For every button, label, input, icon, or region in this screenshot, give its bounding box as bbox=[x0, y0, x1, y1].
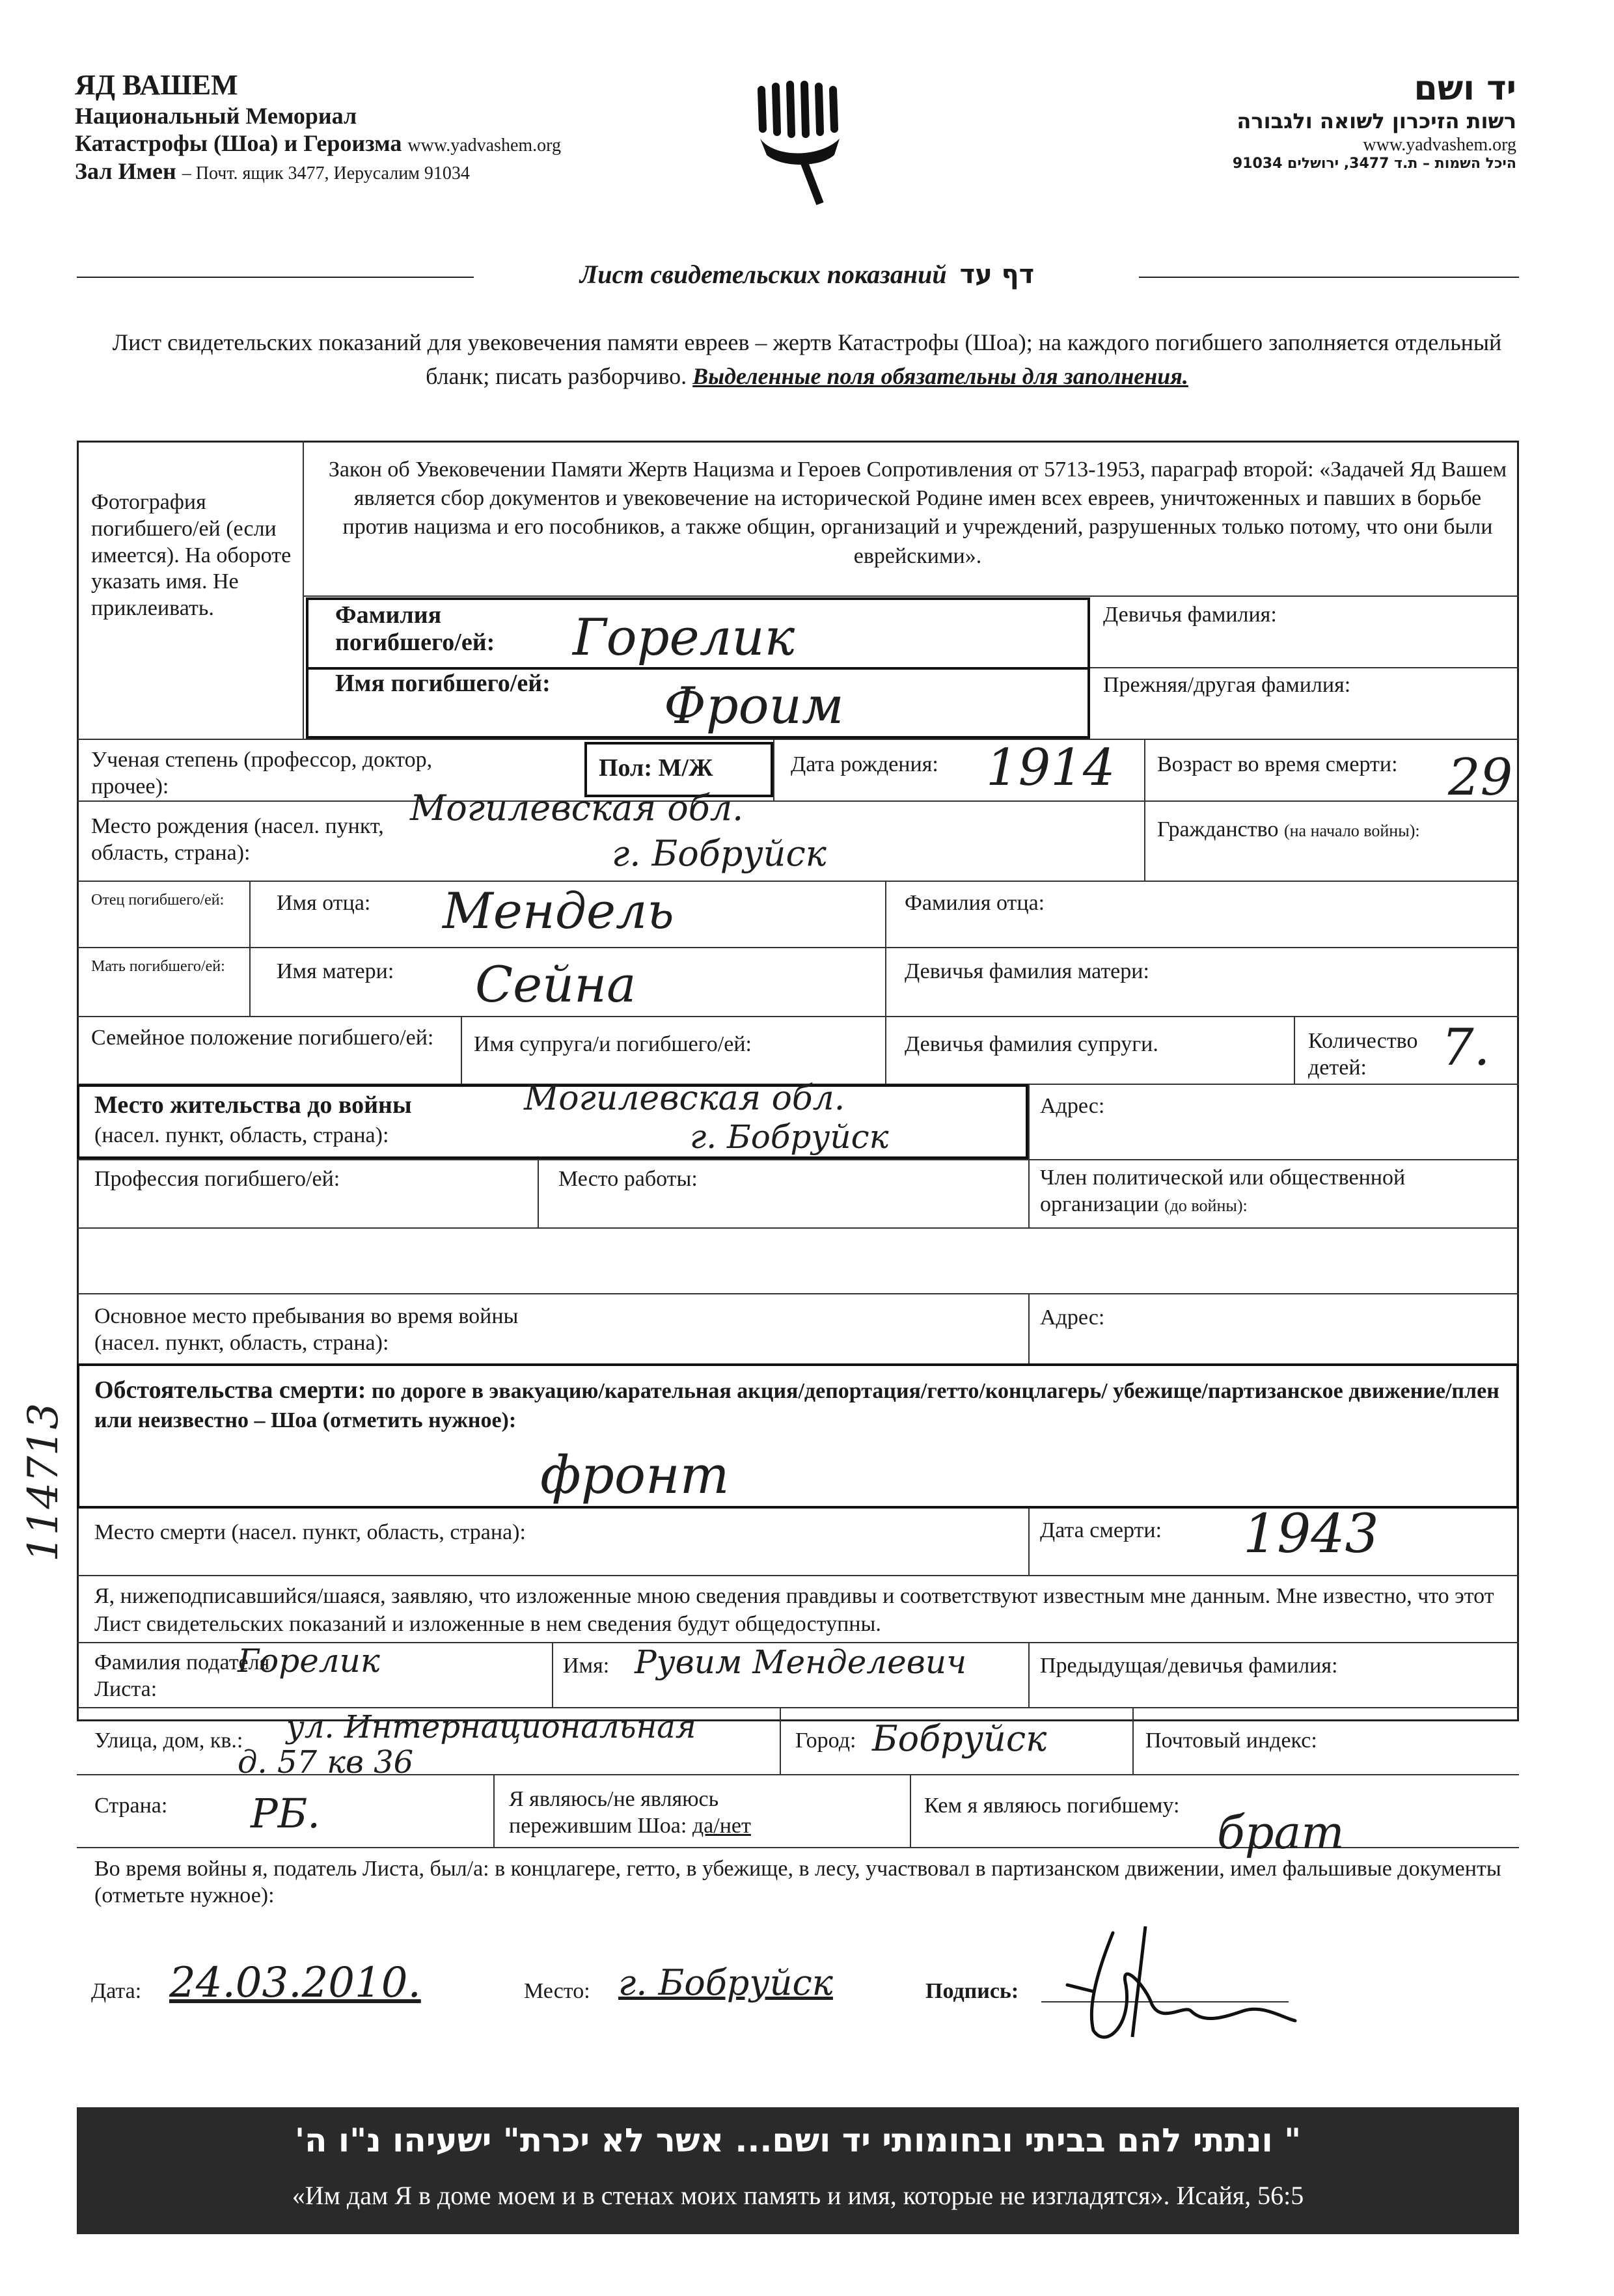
divider bbox=[1090, 667, 1519, 668]
divider bbox=[77, 947, 1519, 948]
title-hebrew: דף עד bbox=[959, 260, 1035, 290]
profession-label: Профессия погибшего/ей: bbox=[94, 1167, 340, 1191]
divider bbox=[77, 1159, 1519, 1160]
divider bbox=[249, 881, 251, 1016]
postal-address-he: היכל השמות – ת.ד 3477, ירושלים 91034 bbox=[1232, 156, 1516, 172]
wartime-address-label: Адрес: bbox=[1040, 1305, 1105, 1330]
submitter-prev-surname-label: Предыдущая/девичья фамилия: bbox=[1040, 1654, 1338, 1678]
birthplace-value-region[interactable]: Могилевская обл. bbox=[410, 787, 744, 828]
signature-icon[interactable] bbox=[1054, 1907, 1302, 2050]
website-ru: www.yadvashem.org bbox=[407, 135, 561, 156]
form-title bbox=[0, 259, 1614, 290]
citizenship-note: (на начало войны): bbox=[1283, 821, 1420, 840]
citizenship-label: Гражданство bbox=[1157, 817, 1279, 841]
place-value[interactable]: г. Бобруйск bbox=[618, 1962, 833, 2003]
footer-banner bbox=[77, 2107, 1519, 2234]
intro-text bbox=[85, 325, 1529, 393]
divider bbox=[1144, 739, 1145, 881]
postal-address-ru: – Почт. ящик 3477, Иерусалим 91034 bbox=[182, 163, 470, 184]
mother-maiden-label: Девичья фамилия матери: bbox=[905, 959, 1149, 983]
relation-label: Кем я являюсь погибшему: bbox=[924, 1794, 1180, 1818]
header-russian bbox=[75, 68, 561, 185]
mother-name-label: Имя матери: bbox=[277, 959, 394, 983]
divider bbox=[1028, 1642, 1030, 1707]
survivor-label-1: Я являюсь/не являюсь bbox=[509, 1787, 719, 1811]
wartime-submitter-note[interactable]: Во время войны я, податель Листа, был/а: в концлагере, гетто, в убежище, в лесу, участвовал в партизанском движении, имел фальшивые документы (отметьте нужное): bbox=[94, 1857, 1501, 1907]
yad-vashem-logo-icon bbox=[748, 77, 853, 207]
degree-label: Ученая степень (профессор, доктор, прочее): bbox=[91, 748, 433, 799]
website-he: www.yadvashem.org bbox=[1363, 134, 1516, 155]
street-label: Улица, дом, кв.: bbox=[94, 1729, 243, 1753]
marital-status-label: Семейное положение погибшего/ей: bbox=[91, 1026, 434, 1050]
children-count-label: Количество детей: bbox=[1308, 1029, 1418, 1080]
submitter-name-label: Имя: bbox=[563, 1654, 610, 1678]
divider bbox=[77, 1227, 1519, 1229]
org-line3: Катастрофы (Шоа) и Героизма bbox=[75, 130, 402, 157]
divider bbox=[303, 595, 1519, 597]
birthplace-label: Место рождения (насел. пункт, область, страна): bbox=[91, 814, 384, 865]
divider bbox=[303, 441, 304, 739]
residence-address-label: Адрес: bbox=[1040, 1094, 1105, 1118]
mother-name-value[interactable]: Сейна bbox=[475, 955, 636, 1013]
divider bbox=[461, 1016, 462, 1084]
intro-body: Лист свидетельских показаний для увековечения памяти евреев – жертв Катастрофы (Шоа); на каждого погибшего заполняется отдельный бланк; писать разборчиво. bbox=[112, 329, 1502, 390]
residence-label: Место жительства до войны bbox=[94, 1091, 412, 1119]
circumstances-value[interactable]: фронт bbox=[540, 1445, 730, 1505]
divider bbox=[77, 1016, 1519, 1017]
law-text: Закон об Увековечении Памяти Жертв Нацизма и Героев Сопротивления от 5713-1953, параграф второй: «Задачей Яд Вашем является сбор документов и увековечение на исторической Родине имен всех евреев, уничтоженных и павших в борьбе против нацизма и его пособников, а также общин, организаций и учреждений, разрушенных только потому, что они были еврейскими». bbox=[328, 458, 1507, 568]
org-line2: Национальный Мемориал bbox=[75, 102, 357, 129]
sex-label[interactable]: Пол: М/Ж bbox=[599, 754, 713, 782]
divider bbox=[493, 1774, 495, 1847]
victim-name-value[interactable]: Фроим bbox=[664, 677, 844, 735]
membership-label: Член политической или общественной организации bbox=[1040, 1166, 1406, 1216]
circumstances-label: Обстоятельства смерти: bbox=[94, 1376, 366, 1404]
street-value[interactable]: ул. Интернациональная bbox=[286, 1709, 696, 1745]
photo-note: Фотография погибшего/ей (если имеется). На обороте указать имя. Не приклеивать. bbox=[91, 490, 292, 621]
age-at-death-value[interactable]: 29 bbox=[1448, 748, 1513, 807]
circumstances-options[interactable]: по дороге в эвакуацию/карательная акция/депортация/гетто/концлагерь/ убежище/партизанское движение/плен или неизвестно – Шоа (отметить нужное): bbox=[94, 1379, 1499, 1433]
birth-date-label: Дата рождения: bbox=[791, 752, 938, 776]
divider bbox=[1028, 1084, 1030, 1227]
victim-surname-label: Фамилия погибшего/ей: bbox=[335, 601, 495, 656]
mother-tag: Мать погибшего/ей: bbox=[91, 958, 225, 975]
divider bbox=[885, 1016, 886, 1084]
side-record-number: 114713 bbox=[20, 1402, 68, 1562]
footer-russian-verse: «Им дам Я в доме моем и в стенах моих память и имя, которые не изгладятся». Исайя, 56:5 bbox=[292, 2181, 1304, 2210]
divider bbox=[1028, 1293, 1030, 1363]
divider bbox=[77, 739, 1519, 740]
divider bbox=[77, 1707, 1519, 1708]
survivor-label-2: пережившим Шоа: bbox=[509, 1813, 687, 1838]
residence-value-region[interactable]: Могилевская обл. bbox=[524, 1079, 845, 1118]
maiden-name-label: Девичья фамилия: bbox=[1103, 603, 1277, 627]
death-place-label: Место смерти (насел. пункт, область, страна): bbox=[94, 1520, 526, 1544]
divider bbox=[77, 881, 1519, 882]
children-count-value[interactable]: 7. bbox=[1442, 1018, 1490, 1077]
postal-code-label: Почтовый индекс: bbox=[1145, 1729, 1317, 1753]
divider bbox=[1132, 1707, 1134, 1774]
date-label: Дата: bbox=[91, 1979, 142, 2003]
house-value[interactable]: д. 57 кв 36 bbox=[238, 1744, 414, 1781]
age-at-death-label: Возраст во время смерти: bbox=[1157, 752, 1398, 776]
org-line2-he: רשות הזיכרון לשואה ולגבורה bbox=[1237, 109, 1516, 134]
residence-value-city[interactable]: г. Бобруйск bbox=[690, 1118, 889, 1156]
divider bbox=[1294, 1016, 1295, 1084]
country-value[interactable]: РБ. bbox=[251, 1790, 320, 1837]
father-surname-label: Фамилия отца: bbox=[905, 891, 1045, 915]
victim-name-label: Имя погибшего/ей: bbox=[335, 670, 551, 697]
divider bbox=[885, 881, 886, 1016]
birthplace-value-city[interactable]: г. Бобруйск bbox=[612, 833, 827, 874]
signature-label: Подпись: bbox=[925, 1979, 1019, 2003]
divider bbox=[77, 800, 1519, 802]
relation-value[interactable]: брат bbox=[1217, 1806, 1345, 1859]
city-label: Город: bbox=[795, 1729, 856, 1753]
title-russian: Лист свидетельских показаний bbox=[579, 260, 947, 289]
divider bbox=[552, 1642, 553, 1707]
header-hebrew bbox=[1233, 68, 1516, 173]
membership-note: (до войны): bbox=[1164, 1196, 1248, 1215]
hall-of-names: Зал Имен bbox=[75, 157, 176, 184]
footer-hebrew-verse: " ונתתי להם בביתי ובחומותי יד ושם... אשר לא יכרת" ישעיהו נ"ו ה' bbox=[294, 2122, 1302, 2159]
father-tag: Отец погибшего/ей: bbox=[91, 892, 225, 909]
required-note: Выделенные поля обязательны для заполнения. bbox=[692, 363, 1188, 390]
divider bbox=[538, 1159, 539, 1227]
city-value[interactable]: Бобруйск bbox=[872, 1718, 1047, 1759]
divider bbox=[77, 1293, 1519, 1294]
divider bbox=[780, 1707, 781, 1774]
place-label: Место: bbox=[524, 1979, 590, 2003]
spouse-maiden-label: Девичья фамилия супруги. bbox=[905, 1032, 1158, 1056]
org-name-ru: ЯД ВАШЕМ bbox=[75, 69, 238, 101]
submitter-surname-label: Фамилия подателя Листа: bbox=[94, 1650, 270, 1701]
divider bbox=[910, 1774, 911, 1847]
submitter-name-value[interactable]: Рувим Менделевич bbox=[635, 1643, 967, 1681]
father-name-label: Имя отца: bbox=[277, 891, 371, 915]
date-value[interactable]: 24.03.2010. bbox=[169, 1959, 421, 2007]
divider bbox=[77, 1575, 1519, 1576]
other-surname-label: Прежняя/другая фамилия: bbox=[1103, 673, 1351, 697]
birth-date-value[interactable]: 1914 bbox=[986, 739, 1115, 797]
org-name-he: יד ושם bbox=[1414, 69, 1516, 108]
residence-sub-label: (насел. пункт, область, страна): bbox=[94, 1123, 389, 1147]
death-date-value[interactable]: 1943 bbox=[1243, 1503, 1379, 1565]
submitter-surname-value[interactable]: Горелик bbox=[238, 1642, 380, 1680]
wartime-place-label: Основное место пребывания во время войны (насел. пункт, область, страна): bbox=[94, 1304, 519, 1355]
victim-surname-value[interactable]: Горелик bbox=[573, 608, 795, 667]
survivor-value[interactable]: да/нет bbox=[692, 1813, 751, 1838]
divider bbox=[773, 739, 774, 800]
country-label: Страна: bbox=[94, 1794, 168, 1818]
spouse-name-label: Имя супруга/и погибшего/ей: bbox=[474, 1032, 752, 1056]
death-date-label: Дата смерти: bbox=[1040, 1518, 1162, 1542]
divider bbox=[1028, 1509, 1030, 1575]
father-name-value[interactable]: Мендель bbox=[443, 882, 674, 940]
workplace-label: Место работы: bbox=[558, 1167, 698, 1191]
declaration-text: Я, нижеподписавшийся/шаяся, заявляю, что изложенные мною сведения правдивы и соответствуют известным мне данным. Мне известно, что этот Лист свидетельских показаний и изложенные в нем сведения будут общедоступны. bbox=[94, 1584, 1494, 1636]
